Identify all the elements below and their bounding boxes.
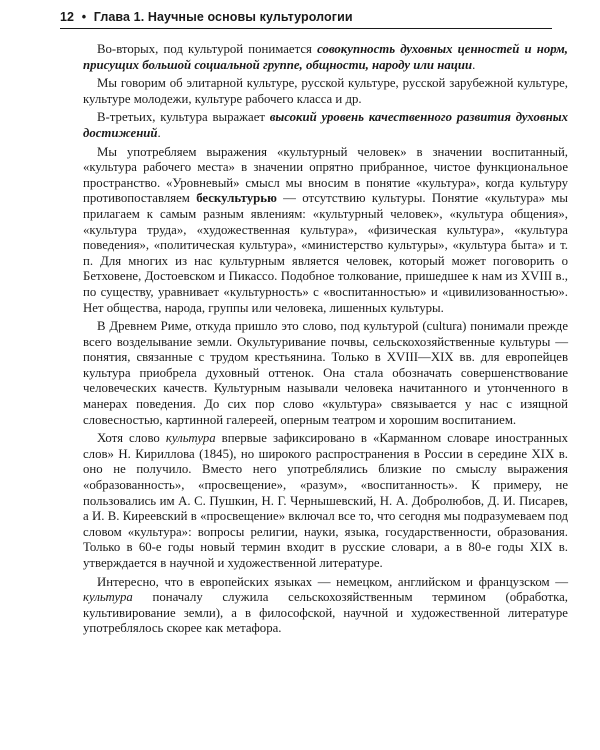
paragraph-third-meaning: В-третьих, культура выражает высокий уровень качественного развития духовных достижений. bbox=[83, 110, 568, 140]
paragraph-usage: Мы употребляем выражения «культурный человек» в значении воспитанный, «культура рабочего места» в значении опрятно прибранное, чистое функциональное пространство. «Уровневый» смысл мы вносим в понятие «культура», когда культуру противопоставляем бескультурью — отсутствию культуры. Понятие «культура» мы прилагаем к самым разным явлениям: «культурный человек», «культура общения», «культура труда», «художественная культура», «физическая культура», «культура поведения», «политическая культура», «министерство культуры», «культура быта» и т. п. Для многих из нас культурным является человек, который может поговорить о Бетховене, Достоевском и Пикассо. Подобное толкование, пришедшее к нам из XVIII в., по существу, уравнивает «культурность» с «воспитанностью» и «цивилизованностью». Нет общества, народа, группы или человека, лишенных культуры. bbox=[83, 144, 568, 315]
paragraph-european-languages: Интересно, что в европейских языках — немецком, английском и французском — культура поначалу служила сельскохозяйственным термином (обработка, культивирование земли), а в философской, научной и художественной литературе употреблялось скорее как метафора. bbox=[83, 574, 568, 636]
bold-term: бескультурью bbox=[196, 191, 277, 206]
bullet-separator: • bbox=[81, 10, 87, 24]
running-header bbox=[60, 10, 552, 29]
paragraph-ancient-rome: В Древнем Риме, откуда пришло это слово, под культурой (cultura) понимали прежде всего возделывание земли. Окультуривание почвы, сельскохозяйственные культуры — понятия, связанные с трудом крестьянина. Только в XVIII—XIX вв. для европейцев культура приобрела духовный оттенок. Она стала обозначать совершенствование человеческих качеств. Культурным называли человека начитанного и утонченного в манерах поведения. До сих пор слово «культура» связывается у нас с изящной словесностью, картинной галереей, оперным театром и хорошим воспитанием. bbox=[83, 319, 568, 427]
emphasis-text: совокупность духовных ценностей и норм, присущих большой социальной группе, общности, народу или нации bbox=[83, 42, 568, 72]
page-number: 12 bbox=[60, 10, 75, 24]
italic-term: культура bbox=[165, 431, 216, 446]
italic-term: культура bbox=[83, 590, 133, 605]
paragraph-history-russia: Хотя слово культура впервые зафиксировано в «Карманном словаре иностранных слов» Н. Кириллова (1845), но широкого распространения в России в середине XIX в. оно не получило. Вместо него употреблялись близкие по смыслу выражения «образованность», «просвещение», «разум», «воспитанность». К примеру, не пользовались им А. С. Пушкин, Н. Г. Чернышевский, Н. А. Добролюбов, Д. И. Писарев, а И. В. Киреевский в «просвещение» включал все то, что сегодня мы подразумеваем под словом «культура»: вопросы религии, науки, языка, государственности, образования. Только в 60-е годы новый термин входит в русские словари, а в 80-е годы XIX в. утверждается в научной и художественной литературе. bbox=[83, 431, 568, 570]
emphasis-text: высокий уровень качественного развития духовных достижений bbox=[83, 110, 568, 140]
chapter-title: Глава 1. Научные основы культурологии bbox=[93, 10, 353, 24]
body-text bbox=[83, 42, 568, 640]
paragraph-second-meaning: Во-вторых, под культурой понимается совокупность духовных ценностей и норм, присущих большой социальной группе, общности, народу или нации. bbox=[83, 42, 568, 72]
paragraph-examples: Мы говорим об элитарной культуре, русской культуре, русской зарубежной культуре, культуре молодежи, культуре рабочего класса и др. bbox=[83, 76, 568, 106]
